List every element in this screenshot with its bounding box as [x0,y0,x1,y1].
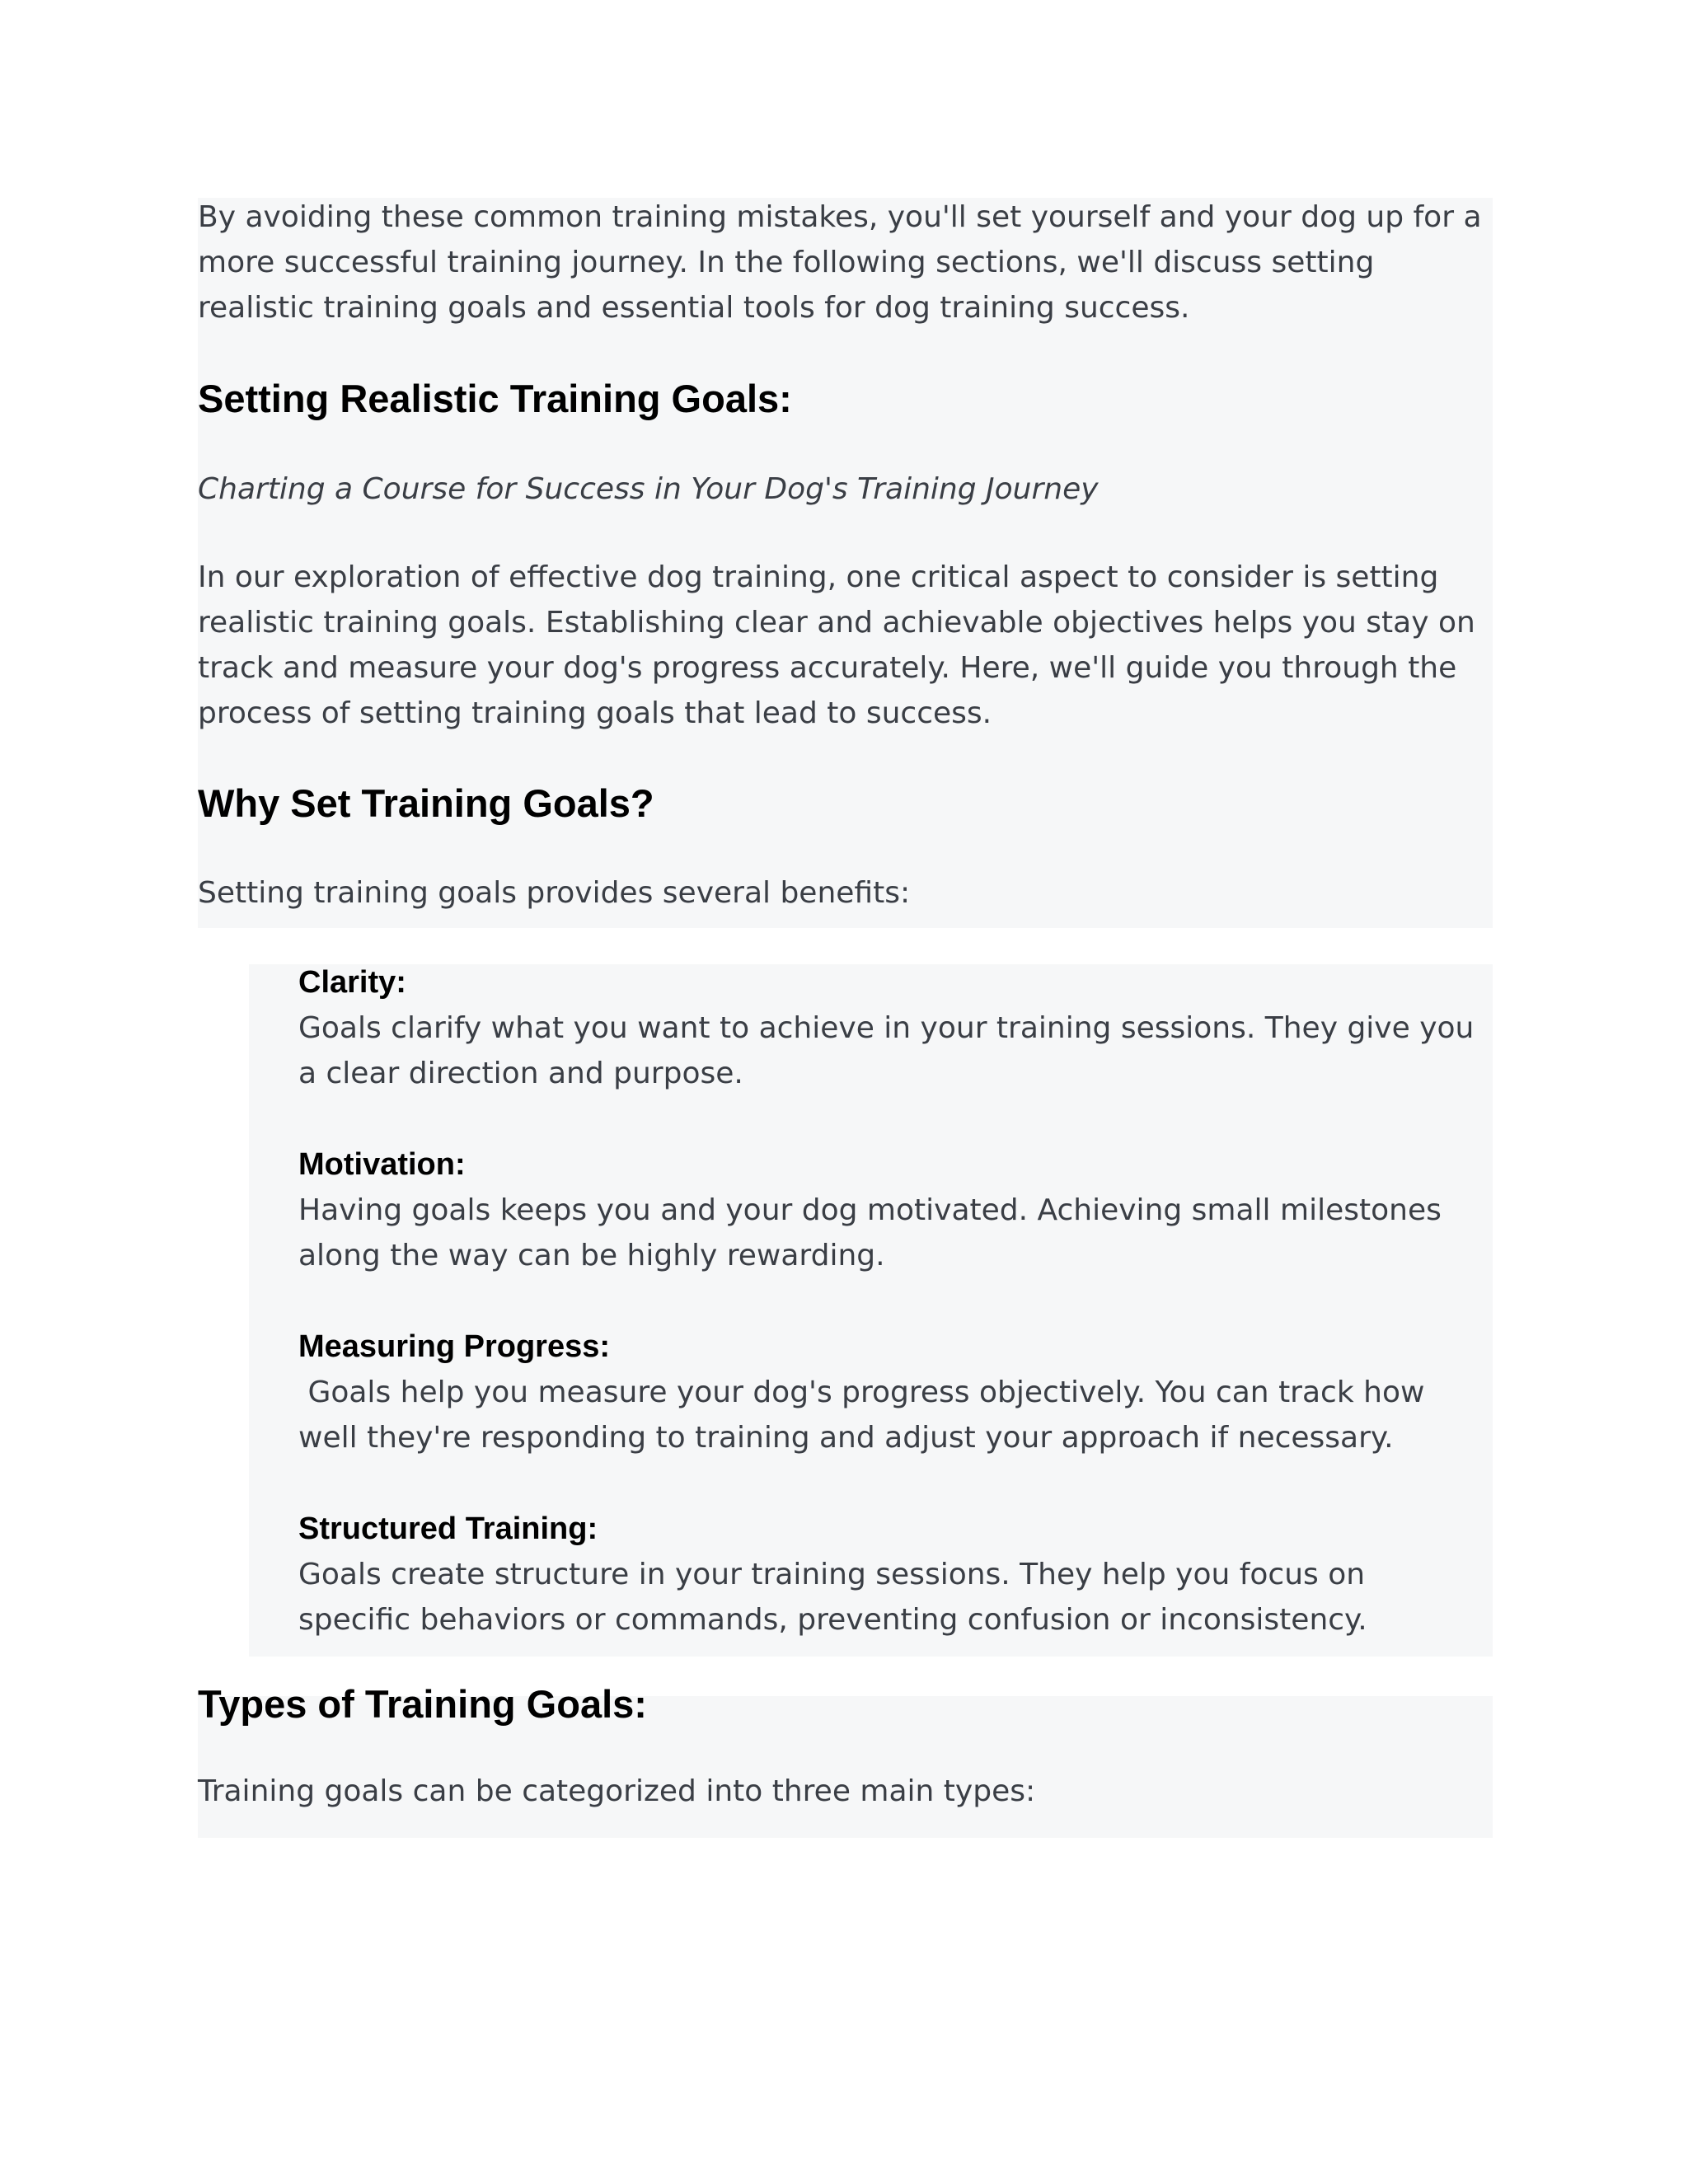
paragraph-setting-goals: In our exploration of effective dog training, one critical aspect to consider is setting realistic training goals. Establishing clear and achievable objectives helps you stay on track and measure your dog's progress accurately. Here, we'll guide you through the process of setting training goals that lead to success. [198,560,1475,730]
benefit-text: Goals clarify what you want to achieve in your training sessions. They give you a clear direction and purpose. [298,1011,1475,1090]
benefit-item-clarity [298,960,1485,1096]
heading-types-of-goals: Types of Training Goals: [198,1682,647,1726]
benefit-title: Motivation: [298,1147,466,1182]
benefit-item-structured-training [298,1507,1485,1643]
benefit-text: Having goals keeps you and your dog motivated. Achieving small milestones along the way can be highly rewarding. [298,1193,1442,1272]
intro-paragraph: By avoiding these common training mistakes, you'll set yourself and your dog up for a more successful training journey. In the following sections, we'll discuss setting realistic training goals and essential tools for dog training success. [198,200,1482,325]
benefit-text: Goals create structure in your training sessions. They help you focus on specific behaviors or commands, preventing confusion or inconsistency. [298,1558,1367,1637]
benefit-item-measuring-progress [298,1324,1485,1460]
paragraph-types-intro: Training goals can be categorized into three main types: [198,1774,1036,1808]
subtitle-charting-course: Charting a Course for Success in Your Dog's Training Journey [198,472,1099,506]
benefit-title: Clarity: [298,965,406,1000]
benefit-title: Structured Training: [298,1511,598,1546]
heading-setting-realistic-goals: Setting Realistic Training Goals: [198,377,792,420]
paragraph-benefits-intro: Setting training goals provides several benefits: [198,876,911,910]
benefit-text: Goals help you measure your dog's progress objectively. You can track how well they're responding to training and adjust your approach if necessary. [298,1376,1434,1455]
benefit-item-motivation [298,1142,1485,1278]
heading-why-set-goals: Why Set Training Goals? [198,781,654,825]
benefit-title: Measuring Progress: [298,1329,610,1364]
